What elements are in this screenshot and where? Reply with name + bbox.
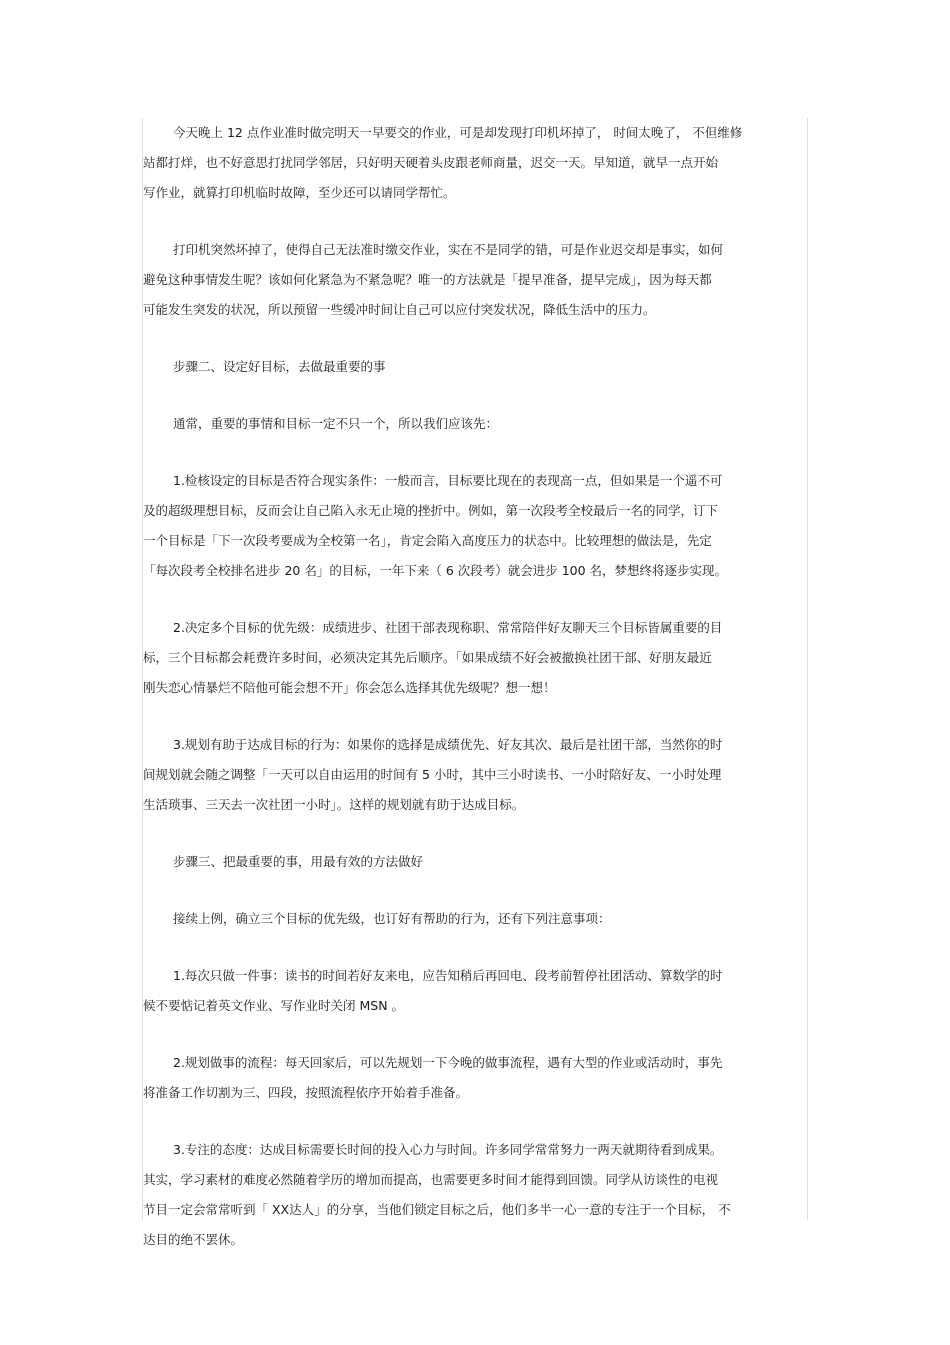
text-line: 写作业，就算打印机临时故障，至少还可以请同学帮忙。	[143, 185, 456, 200]
text-line: 1.每次只做一件事：读书的时间若好友来电，应告知稍后再回电、段考前暂停社团活动、算数学的时	[173, 968, 723, 983]
paragraph	[143, 613, 803, 703]
text-line: 通常，重要的事情和目标一定不只一个，所以我们应该先：	[173, 416, 499, 431]
text-line: 将准备工作切割为三、四段，按照流程依序开始着手准备。	[143, 1085, 469, 1100]
paragraph	[143, 235, 803, 325]
text-line: 步骤三、把最重要的事，用最有效的方法做好	[173, 854, 424, 869]
paragraph	[143, 961, 803, 1021]
paragraph	[143, 118, 803, 208]
text-line: 生活琐事、三天去一次社团一小时」。这样的规划就有助于达成目标。	[143, 797, 525, 812]
text-line: 今天晚上 12 点作业准时做完明天一早要交的作业，可是却发现打印机坏掉了， 时间太晚了， 不但维修	[173, 125, 743, 140]
text-line: 候不要惦记着英文作业、写作业时关闭 MSN 。	[143, 998, 405, 1013]
text-line: 标，三个目标都会耗费许多时间，必须决定其先后顺序。「如果成绩不好会被撤换社团干部、好朋友最近	[143, 650, 712, 665]
paragraph	[143, 352, 803, 382]
text-line: 避免这种事情发生呢？该如何化紧急为不紧急呢？唯一的方法就是「提早准备，提早完成」，因为每天都	[143, 272, 712, 287]
paragraph	[143, 1135, 803, 1255]
paragraph	[143, 904, 803, 934]
paragraph	[143, 847, 803, 877]
text-line: 一个目标是「下一次段考要成为全校第一名」，肯定会陷入高度压力的状态中。比较理想的做法是，先定	[143, 533, 712, 548]
text-line: 2.决定多个目标的优先级：成绩进步、社团干部表现称职、常常陪伴好友聊天三个目标皆属重要的目	[173, 620, 723, 635]
text-line: 间规划就会随之调整「一天可以自由运用的时间有 5 小时，其中三小时读书、一小时陪好友、一小时处理	[143, 767, 722, 782]
text-line: 达目的绝不罢休。	[143, 1232, 244, 1247]
text-line: 节目一定会常常听到「 XX达人」的分享，当他们锁定目标之后，他们多半一心一意的专注于一个目标， 不	[143, 1202, 731, 1217]
text-line: 步骤二、设定好目标，去做最重要的事	[173, 359, 386, 374]
text-line: 接续上例，确立三个目标的优先级，也订好有帮助的行为，还有下列注意事项：	[173, 911, 611, 926]
text-line: 「每次段考全校排名进步 20 名」的目标，一年下来（ 6 次段考）就会进步 100 名，梦想终将逐步实现。	[143, 563, 728, 578]
text-line: 刚失恋心情暴烂不陪他可能会想不开」你会怎么选择其优先级呢？想一想！	[143, 680, 556, 695]
paragraph	[143, 730, 803, 820]
paragraph	[143, 409, 803, 439]
paragraph	[143, 466, 803, 586]
text-line: 1.检核设定的目标是否符合现实条件：一般而言，目标要比现在的表现高一点，但如果是一个遥不可	[173, 473, 723, 488]
text-line: 3.规划有助于达成目标的行为：如果你的选择是成绩优先、好友其次、最后是社团干部，当然你的时	[173, 737, 723, 752]
paragraph	[143, 1048, 803, 1108]
text-line: 站都打烊，也不好意思打扰同学邻居，只好明天硬着头皮跟老师商量，迟交一天。早知道，就早一点开始	[143, 155, 719, 170]
text-line: 可能发生突发的状况，所以预留一些缓冲时间让自己可以应付突发状况，降低生活中的压力。	[143, 302, 656, 317]
text-line: 及的超级理想目标，反而会让自己陷入永无止境的挫折中。例如，第一次段考全校最后一名的同学，订下	[143, 503, 719, 518]
text-line: 其实，学习素材的难度必然随着学历的增加而提高，也需要更多时间才能得到回馈。同学从访谈性的电视	[143, 1172, 719, 1187]
text-line: 3.专注的态度：达成目标需要长时间的投入心力与时间。许多同学常常努力一两天就期待看到成果。	[173, 1142, 723, 1157]
text-line: 2.规划做事的流程：每天回家后，可以先规划一下今晚的做事流程，遇有大型的作业或活动时，事先	[173, 1055, 723, 1070]
document-body	[143, 118, 803, 1282]
text-line: 打印机突然坏掉了，使得自己无法准时缴交作业，实在不是同学的错，可是作业迟交却是事实，如何	[173, 242, 724, 257]
